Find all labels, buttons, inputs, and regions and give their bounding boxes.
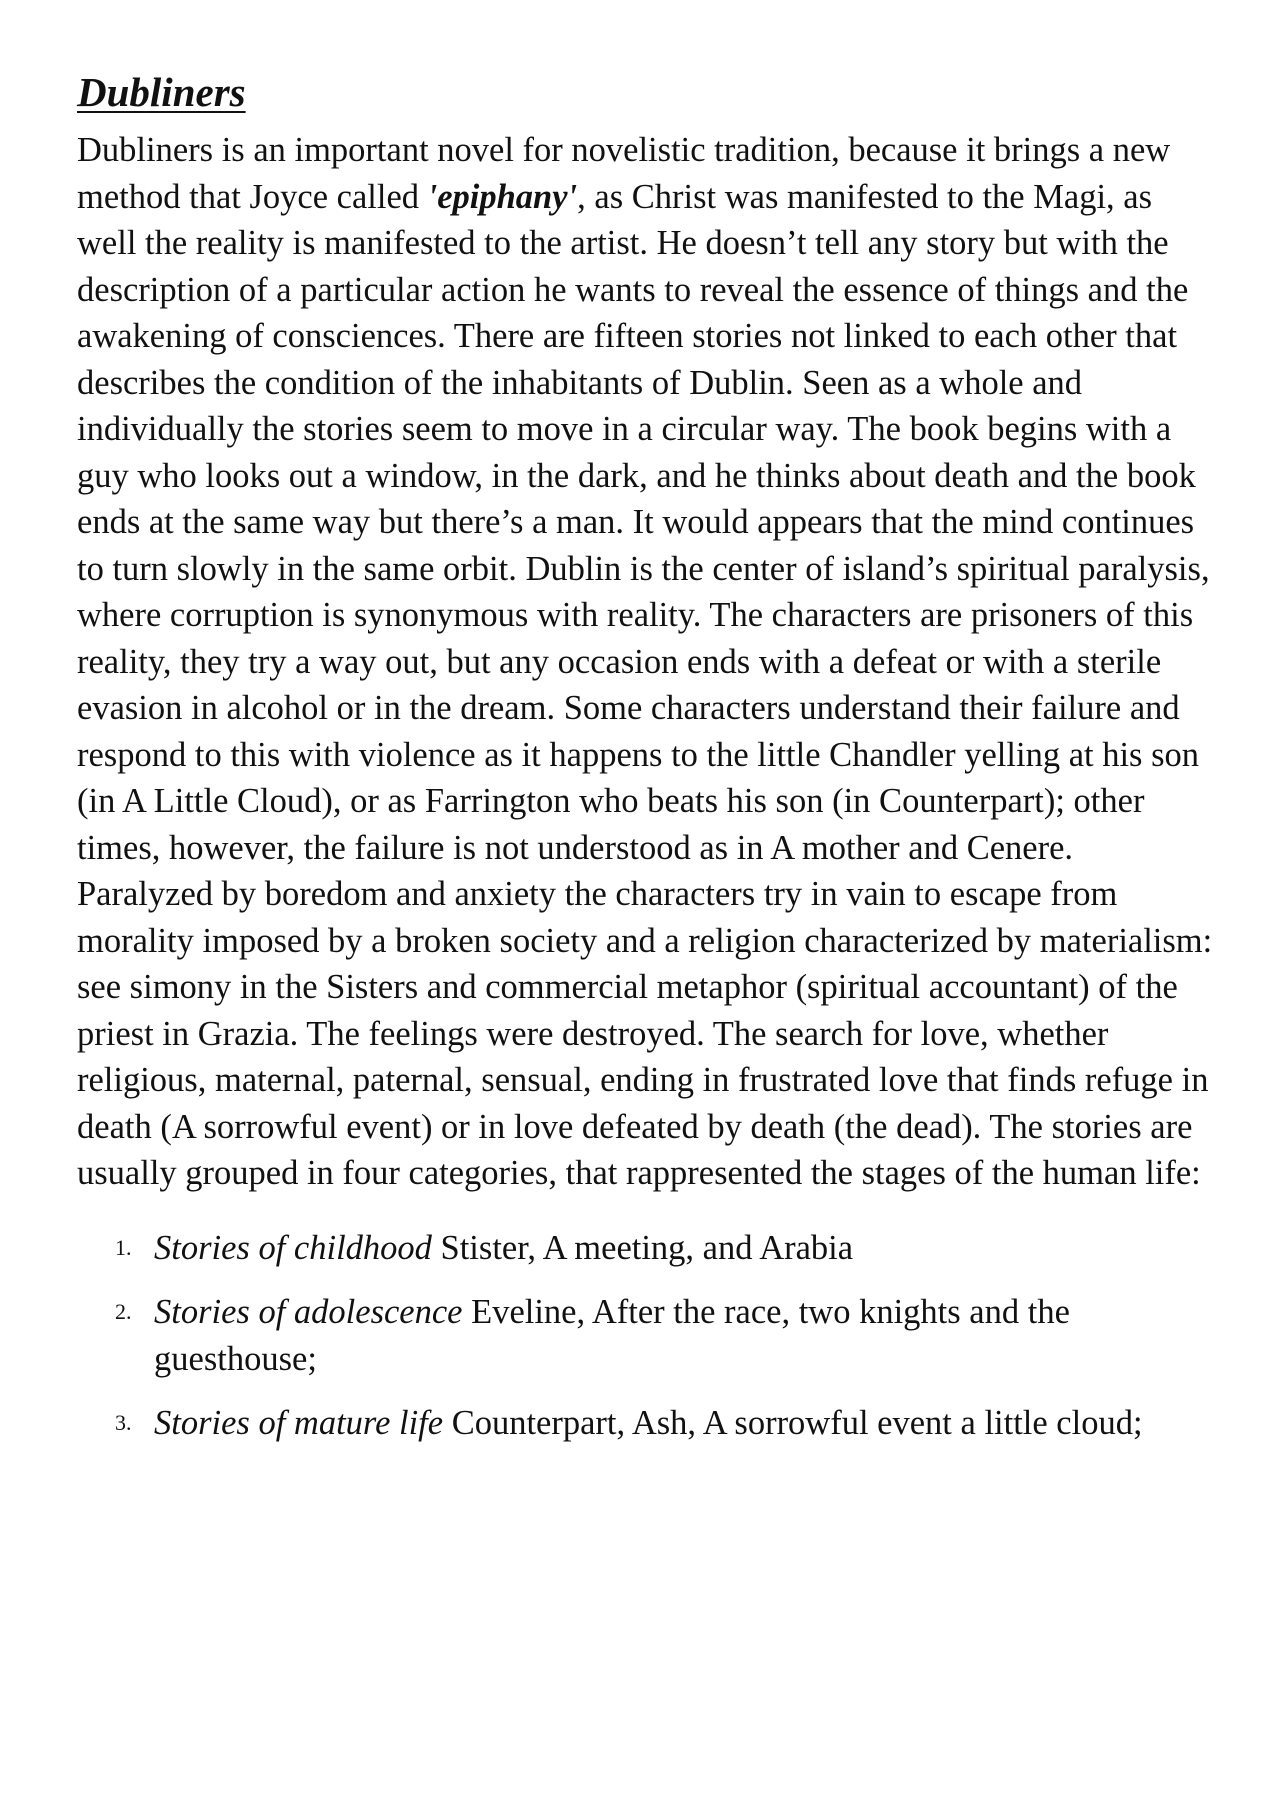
list-number: 3. <box>115 1410 132 1436</box>
list-text: Stister, A meeting, and Arabia <box>431 1228 854 1267</box>
list-text: Eveline, After the race, two knights and the guesthouse; <box>154 1293 1070 1378</box>
body-paragraph <box>77 127 1217 1197</box>
list-item <box>77 1289 1217 1382</box>
paragraph-text-rest: , as Christ was manifested to the Magi, as well the reality is manifested to the artist. He doesn’t tell any story but with the description of a particular action he wants to reveal the essence of things and the awakening of consciences. There are fifteen stories not linked to each other that describes the condition of the inhabitants of Dublin. Seen as a whole and individually the stories seem to move in a circular way. The book begins with a guy who looks out a window, in the dark, and he thinks about death and the book ends at the same way but there’s a man. It would appears that the mind continues to turn slowly in the same orbit. Dublin is the center of island’s spiritual paralysis, where corruption is synonymous with reality. The characters are prisoners of this reality, they try a way out, but any occasion ends with a defeat or with a sterile evasion in alcohol or in the dream. Some characters understand their failure and respond to this with violence as it happens to the little Chandler yelling at his son (in A Little Cloud), or as Farrington who beats his son (in Counterpart); other times, however, the failure is not understood as in A mother and Cenere. Paralyzed by boredom and anxiety the characters try in vain to escape from morality imposed by a broken society and a religion characterized by materialism: see simony in the Sisters and commercial metaphor (spiritual accountant) of the priest in Grazia. The feelings were destroyed. The search for love, whether religious, maternal, paternal, sensual, ending in frustrated love that finds refuge in death (A sorrowful event) or in love defeated by death (the dead). The stories are usually grouped in four categories, that rappresented the stages of the human life: <box>77 177 1213 1193</box>
document-page <box>77 66 1217 1465</box>
document-title: Dubliners <box>77 69 246 115</box>
epiphany-emphasis: 'epiphany' <box>427 177 578 216</box>
list-category: Stories of mature life <box>154 1404 444 1443</box>
list-text: Counterpart, Ash, A sorrowful event a little cloud; <box>443 1404 1143 1443</box>
list-item <box>77 1400 1217 1447</box>
list-number: 1. <box>115 1234 132 1260</box>
paragraph-text-start: Dubliners is an important novel for novelistic tradition, because it brings a new method that Joyce called <box>77 131 1171 216</box>
list-number: 2. <box>115 1299 132 1325</box>
list-category: Stories of childhood <box>154 1228 432 1267</box>
stories-category-list <box>77 1225 1217 1447</box>
list-category: Stories of adolescence <box>154 1293 463 1332</box>
list-item <box>77 1225 1217 1272</box>
